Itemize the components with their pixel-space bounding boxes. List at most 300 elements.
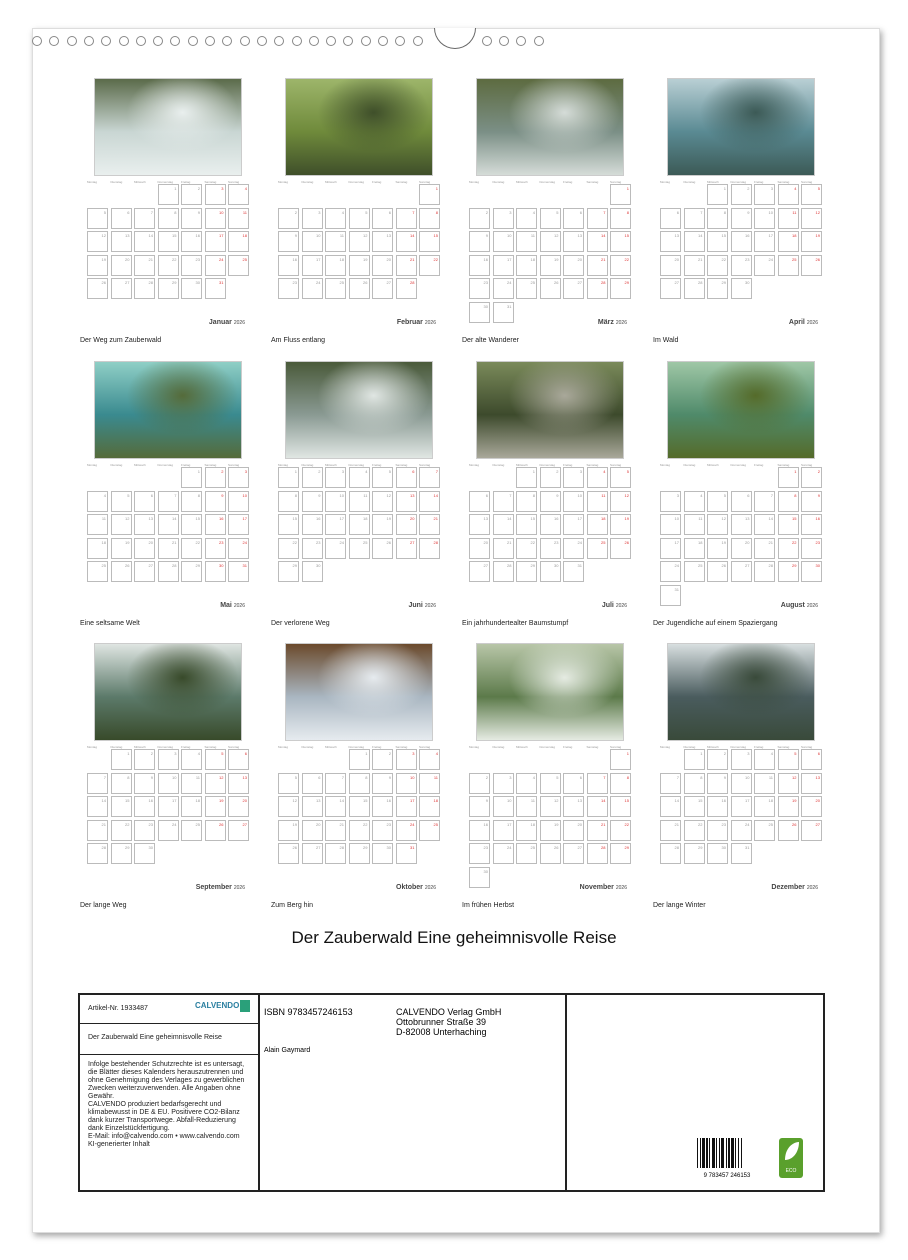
day-cell: 21	[660, 820, 681, 841]
day-cell: 20	[228, 796, 249, 817]
day-cell: 2	[469, 208, 490, 229]
weekday-label: Donnerstag	[730, 463, 747, 467]
weekday-label: Donnerstag	[730, 745, 747, 749]
day-cell: 17	[563, 514, 584, 535]
day-cell: 27	[731, 561, 752, 582]
weekday-label: Sonntag	[801, 463, 813, 467]
ring-icon	[153, 36, 163, 46]
month-name-text: August	[780, 602, 805, 609]
day-cell: 22	[419, 255, 440, 276]
day-cell: 6	[228, 749, 249, 770]
day-cell: 26	[540, 843, 561, 864]
day-cell: 23	[540, 538, 561, 559]
day-cell: 9	[469, 796, 490, 817]
day-cell: 6	[396, 467, 417, 488]
day-cell: 31	[396, 843, 417, 864]
day-cell: 19	[778, 796, 799, 817]
month-name-text: März	[597, 319, 614, 326]
day-cell: 14	[684, 231, 705, 252]
day-cell: 17	[660, 538, 681, 559]
calvendo-logo-icon	[240, 1000, 250, 1012]
day-cell: 9	[302, 491, 323, 512]
day-cell: 10	[660, 514, 681, 535]
day-cell: 6	[563, 208, 584, 229]
day-cell: 22	[778, 538, 799, 559]
day-cell: 27	[396, 538, 417, 559]
day-cell: 6	[111, 208, 132, 229]
day-cell: 13	[731, 514, 752, 535]
day-cell: 20	[372, 255, 393, 276]
weekday-label: Sonntag	[419, 180, 431, 184]
month-name-text: Mai	[220, 602, 232, 609]
day-cell: 8	[349, 773, 370, 794]
day-cell: 12	[540, 231, 561, 252]
day-cell: 28	[754, 561, 775, 582]
day-cell: 12	[801, 208, 822, 229]
day-cell: 24	[493, 278, 514, 299]
weekday-label: Montag	[87, 745, 98, 749]
weekday-label: Mittwoch	[707, 463, 719, 467]
day-cell: 16	[469, 255, 490, 276]
day-cell: 22	[278, 538, 299, 559]
day-cell: 4	[87, 491, 108, 512]
day-cell: 20	[563, 820, 584, 841]
day-cell: 10	[158, 773, 179, 794]
ring-icon	[395, 36, 405, 46]
day-cell: 6	[372, 208, 393, 229]
day-cell: 24	[205, 255, 226, 276]
month-photo	[476, 643, 624, 741]
day-cell: 31	[563, 561, 584, 582]
day-cell: 8	[684, 773, 705, 794]
day-cell: 5	[540, 208, 561, 229]
day-cell: 4	[587, 467, 608, 488]
weekday-label: Mittwoch	[134, 745, 146, 749]
month-name	[396, 884, 436, 891]
day-cell: 18	[228, 231, 249, 252]
ring-icon	[343, 36, 353, 46]
day-cell: 6	[801, 749, 822, 770]
weekday-label: Freitag	[372, 463, 382, 467]
day-cell: 12	[111, 514, 132, 535]
weekday-label: Donnerstag	[730, 180, 747, 184]
weekday-label: Freitag	[372, 180, 382, 184]
day-cell: 27	[563, 278, 584, 299]
weekday-label: Dienstag	[683, 180, 696, 184]
ring-icon	[257, 36, 267, 46]
month-5	[80, 361, 255, 631]
day-cell: 23	[205, 538, 226, 559]
day-cell: 1	[158, 184, 179, 205]
day-cell: 17	[754, 231, 775, 252]
day-cell: 30	[707, 843, 728, 864]
day-cell: 4	[181, 749, 202, 770]
day-cell: 1	[516, 467, 537, 488]
ring-icon	[49, 36, 59, 46]
weekday-label: Sonntag	[610, 745, 622, 749]
month-name	[602, 602, 627, 609]
day-cell: 19	[540, 820, 561, 841]
day-cell: 10	[228, 491, 249, 512]
month-name	[598, 319, 627, 326]
month-year: 2026	[806, 885, 818, 891]
day-cell: 27	[302, 843, 323, 864]
month-photo	[667, 643, 815, 741]
month-1	[80, 78, 255, 348]
ring-icon	[205, 36, 215, 46]
day-cell: 15	[778, 514, 799, 535]
ring-icon	[188, 36, 198, 46]
publisher-address	[396, 1007, 501, 1037]
month-name	[580, 884, 627, 891]
day-cell: 21	[134, 255, 155, 276]
weekday-label: Mittwoch	[516, 745, 528, 749]
month-name	[397, 319, 436, 326]
day-cell: 17	[228, 514, 249, 535]
day-cell: 29	[516, 561, 537, 582]
day-cell: 10	[493, 796, 514, 817]
day-cell: 18	[778, 231, 799, 252]
day-cell: 30	[372, 843, 393, 864]
day-cell: 29	[111, 843, 132, 864]
day-cell: 7	[87, 773, 108, 794]
day-cell: 14	[660, 796, 681, 817]
day-cell: 22	[516, 538, 537, 559]
day-cell: 14	[87, 796, 108, 817]
day-cell: 21	[493, 538, 514, 559]
day-cell: 5	[707, 491, 728, 512]
weekday-label: Dienstag	[683, 745, 696, 749]
leaf-icon	[779, 1138, 803, 1166]
weekday-label: Dienstag	[683, 463, 696, 467]
day-cell: 24	[302, 278, 323, 299]
day-cell: 9	[540, 491, 561, 512]
day-cell: 23	[302, 538, 323, 559]
month-9	[80, 643, 255, 913]
ring-icon	[534, 36, 544, 46]
legal-text: Infolge bestehender Schutzrechte ist es untersagt, die Blätter dieses Kalenders herauszutrennen und ohne Genehmigung des Verlages zu gewerblichen Zwecken weiterzuverwenden. Alle Angaben ohne Gewähr.	[88, 1061, 245, 1100]
day-cell: 23	[134, 820, 155, 841]
day-cell: 10	[325, 491, 346, 512]
weekday-label: Dienstag	[110, 180, 123, 184]
weekday-label: Samstag	[204, 745, 217, 749]
day-cell: 9	[469, 231, 490, 252]
isbn: ISBN 9783457246153	[264, 1007, 353, 1017]
day-cell: 24	[396, 820, 417, 841]
day-cell: 4	[516, 773, 537, 794]
month-3	[462, 78, 637, 348]
day-cell: 20	[111, 255, 132, 276]
day-cell: 19	[278, 820, 299, 841]
day-cell: 1	[111, 749, 132, 770]
day-cell: 22	[684, 820, 705, 841]
day-cell: 14	[134, 231, 155, 252]
day-cell: 30	[731, 278, 752, 299]
day-cell: 21	[396, 255, 417, 276]
weekday-label: Montag	[278, 745, 289, 749]
day-cell: 15	[111, 796, 132, 817]
day-cell: 13	[111, 231, 132, 252]
month-caption: Am Fluss entlang	[271, 337, 326, 344]
day-cell: 25	[325, 278, 346, 299]
month-name-text: Dezember	[771, 884, 805, 891]
day-cell: 9	[707, 773, 728, 794]
day-cell: 13	[372, 231, 393, 252]
barcode-bar	[706, 1138, 708, 1168]
weekday-label: Freitag	[372, 745, 382, 749]
day-cell: 23	[731, 255, 752, 276]
day-cell: 15	[684, 796, 705, 817]
day-cell: 17	[493, 820, 514, 841]
day-cell: 22	[111, 820, 132, 841]
day-cell: 19	[205, 796, 226, 817]
day-cell: 6	[134, 491, 155, 512]
month-caption: Der lange Winter	[653, 902, 706, 909]
day-cell: 9	[801, 491, 822, 512]
day-cell: 23	[469, 843, 490, 864]
day-cell: 15	[516, 514, 537, 535]
day-cell: 1	[610, 184, 631, 205]
day-cell: 29	[707, 278, 728, 299]
day-cell: 10	[205, 208, 226, 229]
weekday-label: Samstag	[395, 745, 408, 749]
day-cell: 12	[87, 231, 108, 252]
day-cell: 11	[516, 796, 537, 817]
month-name	[408, 602, 436, 609]
article-number: Artikel-Nr. 1933487	[88, 1005, 148, 1012]
day-cell: 11	[754, 773, 775, 794]
day-cell: 7	[493, 491, 514, 512]
day-cell: 23	[181, 255, 202, 276]
page-title: Der Zauberwald Eine geheimnisvolle Reise	[291, 928, 617, 947]
barcode-bar	[735, 1138, 736, 1168]
day-cell: 27	[134, 561, 155, 582]
day-cell: 20	[134, 538, 155, 559]
day-cell: 30	[469, 867, 490, 888]
day-cell: 21	[325, 820, 346, 841]
day-cell: 19	[610, 514, 631, 535]
month-year: 2026	[615, 320, 627, 326]
day-cell: 12	[707, 514, 728, 535]
day-cell: 10	[563, 491, 584, 512]
day-cell: 28	[87, 843, 108, 864]
day-cell: 16	[181, 231, 202, 252]
day-cell: 2	[372, 749, 393, 770]
day-cell: 25	[684, 561, 705, 582]
day-cell: 16	[278, 255, 299, 276]
day-cell: 20	[801, 796, 822, 817]
weekday-label: Dienstag	[492, 463, 505, 467]
ring-icon	[101, 36, 111, 46]
ring-icon	[378, 36, 388, 46]
day-cell: 23	[469, 278, 490, 299]
day-cell: 18	[754, 796, 775, 817]
day-cell: 14	[754, 514, 775, 535]
day-cell: 25	[754, 820, 775, 841]
month-name	[196, 884, 245, 891]
day-cell: 16	[731, 231, 752, 252]
day-cell: 19	[111, 538, 132, 559]
day-cell: 29	[610, 278, 631, 299]
day-cell: 22	[707, 255, 728, 276]
info-column-left	[80, 995, 260, 1190]
day-cell: 14	[158, 514, 179, 535]
day-cell: 23	[707, 820, 728, 841]
day-cell: 1	[707, 184, 728, 205]
day-cell: 31	[731, 843, 752, 864]
day-cell: 14	[587, 231, 608, 252]
day-cell: 9	[205, 491, 226, 512]
day-cell: 26	[111, 561, 132, 582]
month-year: 2026	[806, 603, 818, 609]
month-caption: Eine seltsame Welt	[80, 620, 140, 627]
weekday-label: Sonntag	[228, 745, 240, 749]
weekday-label: Dienstag	[301, 463, 314, 467]
weekday-label: Samstag	[586, 745, 599, 749]
day-cell: 1	[684, 749, 705, 770]
day-cell: 28	[134, 278, 155, 299]
weekday-label: Freitag	[563, 745, 573, 749]
day-cell: 22	[349, 820, 370, 841]
publisher-street: Ottobrunner Straße 39	[396, 1017, 487, 1027]
barcode-bar	[709, 1138, 710, 1168]
weekday-label: Donnerstag	[539, 463, 556, 467]
ring-icon	[361, 36, 371, 46]
month-name	[771, 884, 818, 891]
day-cell: 24	[754, 255, 775, 276]
weekday-label: Freitag	[181, 745, 191, 749]
day-cell: 27	[801, 820, 822, 841]
weekday-label: Donnerstag	[539, 180, 556, 184]
day-cell: 13	[660, 231, 681, 252]
day-cell: 7	[660, 773, 681, 794]
legal-notice	[80, 1055, 258, 1155]
month-caption: Im Wald	[653, 337, 679, 344]
month-name-text: April	[788, 319, 805, 326]
day-cell: 7	[134, 208, 155, 229]
weekday-label: Montag	[278, 180, 289, 184]
weekday-label: Sonntag	[801, 745, 813, 749]
day-cell: 27	[660, 278, 681, 299]
day-cell: 4	[754, 749, 775, 770]
weekday-label: Montag	[660, 745, 671, 749]
day-cell: 8	[778, 491, 799, 512]
day-cell: 28	[660, 843, 681, 864]
eco-badge-label: ECO	[785, 1168, 797, 1174]
day-cell: 6	[563, 773, 584, 794]
day-cell: 27	[372, 278, 393, 299]
day-cell: 4	[684, 491, 705, 512]
day-cell: 19	[801, 231, 822, 252]
eco-badge	[779, 1138, 803, 1178]
month-name	[220, 602, 245, 609]
day-cell: 16	[707, 796, 728, 817]
day-cell: 15	[278, 514, 299, 535]
barcode-bar	[697, 1138, 698, 1168]
day-cell: 19	[372, 514, 393, 535]
day-cell: 13	[563, 231, 584, 252]
day-cell: 16	[134, 796, 155, 817]
day-cell: 25	[778, 255, 799, 276]
day-cell: 3	[731, 749, 752, 770]
month-photo	[94, 361, 242, 459]
weekday-label: Mittwoch	[707, 745, 719, 749]
ring-icon	[516, 36, 526, 46]
day-cell: 8	[610, 208, 631, 229]
day-cell: 31	[205, 278, 226, 299]
day-cell: 15	[349, 796, 370, 817]
day-cell: 24	[158, 820, 179, 841]
weekday-label: Montag	[469, 180, 480, 184]
month-4	[653, 78, 828, 348]
day-cell: 2	[134, 749, 155, 770]
month-11	[462, 643, 637, 913]
day-cell: 18	[419, 796, 440, 817]
weekday-label: Dienstag	[110, 463, 123, 467]
day-cell: 14	[587, 796, 608, 817]
weekday-label: Freitag	[181, 463, 191, 467]
day-cell: 19	[349, 255, 370, 276]
day-cell: 13	[228, 773, 249, 794]
weekday-label: Dienstag	[110, 745, 123, 749]
month-2	[271, 78, 446, 348]
month-year: 2026	[424, 320, 436, 326]
day-cell: 29	[778, 561, 799, 582]
barcode-bar	[728, 1138, 730, 1168]
day-cell: 18	[516, 255, 537, 276]
day-cell: 1	[610, 749, 631, 770]
day-cell: 28	[158, 561, 179, 582]
day-cell: 25	[516, 278, 537, 299]
month-year: 2026	[615, 885, 627, 891]
month-caption: Zum Berg hin	[271, 902, 314, 909]
weekday-label: Sonntag	[610, 180, 622, 184]
weekday-label: Samstag	[204, 463, 217, 467]
day-cell: 17	[205, 231, 226, 252]
day-cell: 23	[372, 820, 393, 841]
day-cell: 2	[278, 208, 299, 229]
ring-icon	[222, 36, 232, 46]
day-cell: 3	[563, 467, 584, 488]
weekday-label: Mittwoch	[325, 180, 337, 184]
day-cell: 14	[419, 491, 440, 512]
month-photo	[285, 78, 433, 176]
day-cell: 29	[610, 843, 631, 864]
weekday-label: Mittwoch	[516, 180, 528, 184]
day-cell: 9	[134, 773, 155, 794]
ring-icon	[274, 36, 284, 46]
day-cell: 15	[419, 231, 440, 252]
day-cell: 12	[372, 491, 393, 512]
ring-icon	[292, 36, 302, 46]
day-cell: 7	[325, 773, 346, 794]
day-cell: 8	[707, 208, 728, 229]
day-cell: 16	[205, 514, 226, 535]
ring-icon	[119, 36, 129, 46]
day-cell: 2	[181, 184, 202, 205]
day-cell: 13	[469, 514, 490, 535]
day-cell: 21	[158, 538, 179, 559]
day-cell: 25	[181, 820, 202, 841]
barcode-bar	[719, 1138, 720, 1168]
day-cell: 2	[469, 773, 490, 794]
day-cell: 9	[372, 773, 393, 794]
day-cell: 29	[349, 843, 370, 864]
day-cell: 6	[731, 491, 752, 512]
weekday-label: Samstag	[395, 463, 408, 467]
day-cell: 3	[205, 184, 226, 205]
day-cell: 7	[587, 208, 608, 229]
